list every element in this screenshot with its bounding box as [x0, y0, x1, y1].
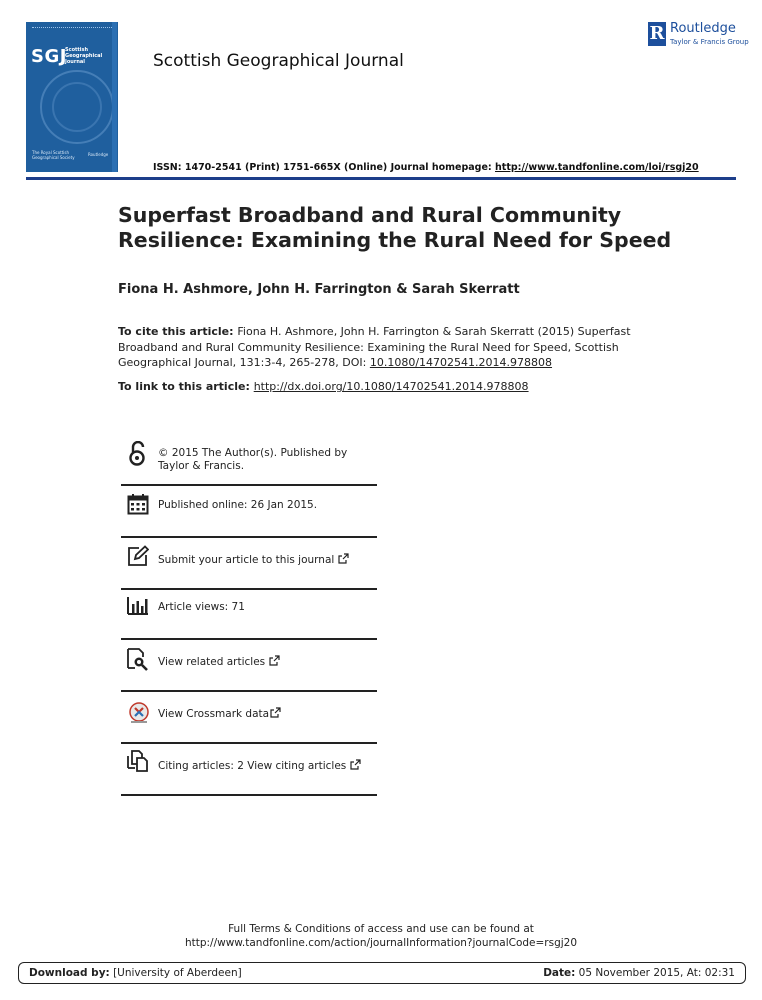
- info-row-open-access: [121, 440, 377, 488]
- info-row-text[interactable]: View Crossmark data: [158, 708, 270, 720]
- journal-cover-thumbnail: [26, 22, 137, 172]
- journal-homepage-link[interactable]: http://www.tandfonline.com/loi/rsgj20: [495, 162, 699, 173]
- open-access-lock-icon: [127, 441, 149, 463]
- download-date: [543, 963, 735, 983]
- row-divider: [121, 690, 377, 692]
- article-doi-link[interactable]: http://dx.doi.org/10.1080/14702541.2014.978808: [253, 380, 529, 393]
- copy-documents-icon: [127, 750, 149, 772]
- article-link-line: [118, 380, 529, 393]
- publisher-group: Taylor & Francis Group: [670, 38, 749, 46]
- journal-title: Scottish Geographical Journal: [153, 51, 404, 71]
- info-row-text[interactable]: Citing articles: 2 View citing articles: [158, 760, 347, 772]
- citation-block: [118, 324, 658, 371]
- date-value: 05 November 2015, At: 02:31: [575, 967, 735, 979]
- cover-publisher: Routledge: [88, 152, 109, 157]
- issn-text: ISSN: 1470-2541 (Print) 1751-665X (Online) Journal homepage:: [153, 162, 496, 173]
- info-row-submit[interactable]: [121, 544, 377, 592]
- info-row-link[interactable]: [158, 759, 380, 774]
- cite-doi-link[interactable]: 10.1080/14702541.2014.978808: [369, 356, 553, 369]
- cover-spine: [118, 22, 137, 172]
- info-row-text[interactable]: View related articles: [158, 656, 266, 668]
- article-title: Superfast Broadband and Rural Community Resilience: Examining the Rural Need for Speed: [118, 203, 672, 252]
- info-row-views: [121, 596, 377, 640]
- info-row-published: [121, 492, 377, 540]
- row-divider: [121, 536, 377, 538]
- calendar-icon: [127, 493, 149, 515]
- cover-stripe: [112, 22, 117, 172]
- info-row-text[interactable]: Submit your article to this journal: [158, 554, 335, 566]
- info-row-text: Published online: 26 Jan 2015.: [158, 499, 318, 511]
- cover-society: The Royal Scottish Geographical Society: [32, 150, 75, 160]
- external-link-icon: [338, 553, 349, 568]
- terms-line-1: Full Terms & Conditions of access and use can be found at: [228, 923, 534, 935]
- issn-line: [153, 162, 699, 173]
- external-link-icon: [270, 707, 281, 722]
- info-row-text: Article views: 71: [158, 601, 245, 613]
- info-row-text: © 2015 The Author(s). Published by Taylor & Francis.: [158, 447, 348, 472]
- edit-icon: [127, 545, 149, 567]
- info-row-link[interactable]: [158, 553, 380, 568]
- article-authors: Fiona H. Ashmore, John H. Farrington & Sarah Skerratt: [118, 282, 520, 297]
- row-divider: [121, 588, 377, 590]
- cite-text: Fiona H. Ashmore, John H. Farrington & Sarah Skerratt (2015) Superfast Broadband and Rural Community Resilience: Examining the Rural Need for Speed, Scottish Geographical Journal, 131:3-4, 265-278, DOI:: [118, 325, 631, 369]
- row-divider: [121, 484, 377, 486]
- cover-abbreviation: SGJ: [31, 46, 67, 67]
- info-row-link[interactable]: [158, 655, 380, 670]
- row-divider: [121, 638, 377, 640]
- terms-link[interactable]: http://www.tandfonline.com/action/journalInformation?journalCode=rsgj20: [184, 937, 578, 949]
- cover-crest-inner: [52, 82, 102, 132]
- crossmark-icon: [127, 701, 149, 723]
- info-row-crossmark[interactable]: [121, 698, 377, 746]
- info-row-related[interactable]: [121, 646, 377, 694]
- search-document-icon: [127, 648, 149, 670]
- external-link-icon: [350, 759, 361, 774]
- download-label: Download by:: [29, 967, 110, 979]
- row-divider: [121, 742, 377, 744]
- info-row-citing[interactable]: [121, 750, 377, 798]
- cite-label: To cite this article:: [118, 325, 238, 338]
- routledge-logo-icon: R: [649, 23, 665, 44]
- date-label: Date:: [543, 967, 576, 979]
- info-row-link[interactable]: [158, 707, 380, 722]
- download-value: [University of Aberdeen]: [109, 967, 242, 979]
- terms-note: [0, 922, 762, 950]
- link-label: To link to this article:: [118, 380, 254, 393]
- header-rule: [26, 177, 736, 180]
- publisher-name: Routledge: [670, 21, 736, 36]
- row-divider: [121, 794, 377, 796]
- download-by: [29, 963, 242, 983]
- cover-journal-name: Scottish Geographical Journal: [65, 47, 103, 65]
- bar-chart-icon: [127, 596, 149, 618]
- external-link-icon: [269, 655, 280, 670]
- download-info-box: [18, 962, 746, 984]
- cover-top-line: [32, 27, 112, 29]
